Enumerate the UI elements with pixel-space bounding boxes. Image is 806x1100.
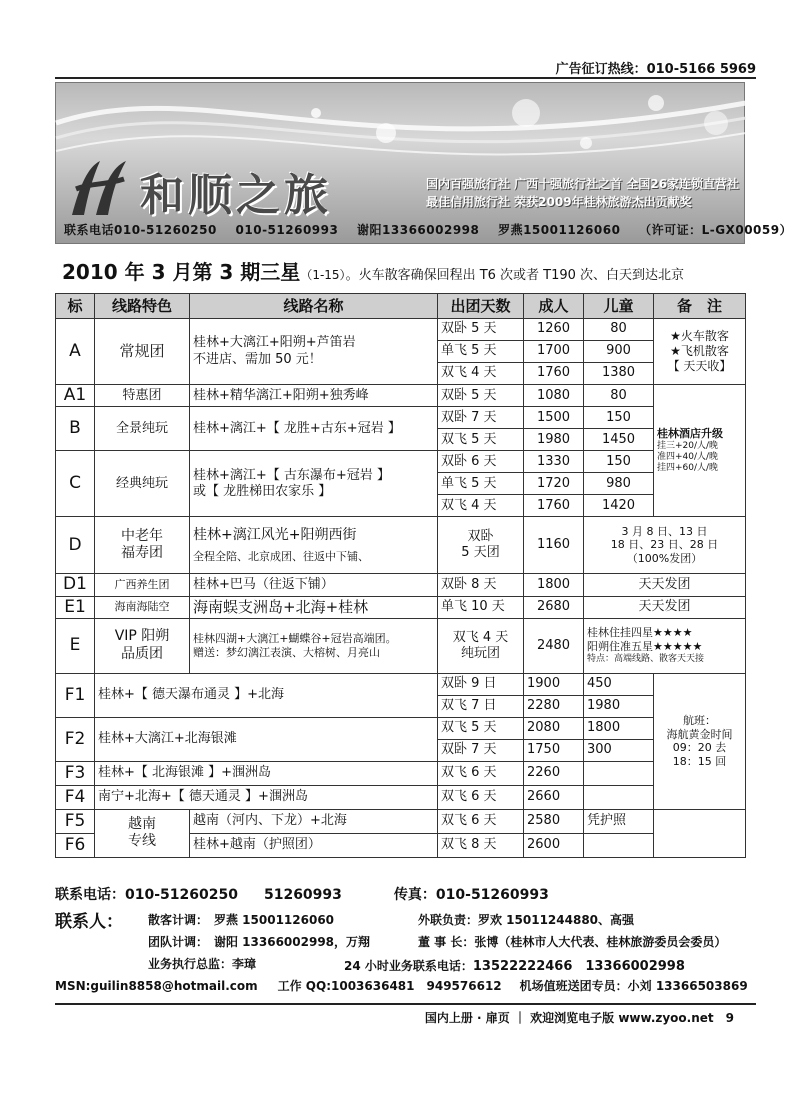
issue-note: 。火车散客确保回程出 T6 次或者 T190 次、白天到达北京 xyxy=(345,268,685,283)
route-code: D xyxy=(56,517,95,574)
route-code: D1 xyxy=(56,574,95,596)
adult-price: 2600 xyxy=(524,833,584,857)
route-feature xyxy=(95,618,190,673)
issue-range: （1-15） xyxy=(300,268,346,282)
adult-price: 1260 xyxy=(524,319,584,341)
child-price: 凭护照 xyxy=(584,809,654,833)
issue-line xyxy=(62,256,684,285)
route-feature: 经典纯玩 xyxy=(95,451,190,517)
note-cell: 天天发团 xyxy=(584,596,746,618)
route-code: F3 xyxy=(56,761,95,785)
adult-price: 1330 xyxy=(524,451,584,473)
banner-slogan-2: 最佳信用旅行社 荣获2009年桂林旅游杰出贡献奖 xyxy=(426,195,692,209)
route-line: 桂林+大漓江+阳朔+芦笛岩 xyxy=(193,335,356,351)
route-line: 桂林+漓江+【 古东瀑布+冠岩 】 xyxy=(193,467,390,483)
route-feature: 广西养生团 xyxy=(95,574,190,596)
adult-price: 1750 xyxy=(524,739,584,761)
route-feature xyxy=(95,809,190,857)
route-line: 或【 龙胜梯田农家乐 】 xyxy=(193,483,332,499)
adult-price: 1700 xyxy=(524,341,584,363)
adult-price: 1500 xyxy=(524,407,584,429)
route-name: 南宁+北海+【 德天通灵 】+涠洲岛 xyxy=(95,785,438,809)
contact-person: 散客计调： 罗燕 15001126060 xyxy=(148,913,335,927)
table-row xyxy=(56,319,746,341)
table-row xyxy=(56,761,746,785)
note-line: ★火车散客 xyxy=(670,329,729,343)
note-line: ★飞机散客 xyxy=(670,344,729,358)
child-price xyxy=(584,785,654,809)
days-cell: 单飞 5 天 xyxy=(438,473,524,495)
route-feature xyxy=(95,517,190,574)
days-cell: 双飞 6 天 xyxy=(438,761,524,785)
banner-contact xyxy=(64,221,806,238)
banner-contact-phone2: 010-51260993 xyxy=(235,223,339,237)
feature-line: 越南 xyxy=(128,815,156,832)
contact-phones xyxy=(55,884,745,904)
note-line: 准四+40/人/晚 xyxy=(657,451,719,462)
route-line: 全程全陪、北京成团、往返中下铺、 xyxy=(193,550,369,564)
feature-line: 专线 xyxy=(128,833,156,850)
route-feature: 特惠团 xyxy=(95,385,190,407)
child-price: 1420 xyxy=(584,495,654,517)
banner-license: （许可证：L-GX00059） xyxy=(639,223,793,237)
route-feature: 常规团 xyxy=(95,319,190,385)
days-cell: 双飞 8 天 xyxy=(438,833,524,857)
route-code: B xyxy=(56,407,95,451)
note-line: 桂林住挂四星★★★★ xyxy=(587,626,693,640)
hotel-upgrade-note xyxy=(654,385,746,517)
brand-name: 和顺之旅 xyxy=(140,170,332,221)
days-line: 5 天团 xyxy=(461,545,500,561)
table-row xyxy=(56,574,746,596)
route-name: 桂林+大漓江+北海银滩 xyxy=(95,717,438,761)
note-line: 航班： xyxy=(683,713,716,727)
child-price xyxy=(584,833,654,857)
route-code: F1 xyxy=(56,673,95,717)
fax-label: 传真： xyxy=(393,887,436,903)
route-code: F2 xyxy=(56,717,95,761)
days-line: 双飞 4 天 xyxy=(452,629,509,645)
days-cell: 双卧 5 天 xyxy=(438,319,524,341)
adult-price: 2080 xyxy=(524,717,584,739)
contact-person: 董 事 长：张博（桂林市人大代表、桂林旅游委员会委员） xyxy=(418,935,727,949)
banner-contact-phone1: 联系电话010-51260250 xyxy=(64,223,217,237)
note-line: 挂三+20/人/晚 xyxy=(657,440,719,451)
table-row xyxy=(56,809,746,833)
note-cell: 天天发团 xyxy=(584,574,746,596)
adult-price: 2660 xyxy=(524,785,584,809)
adult-price: 2480 xyxy=(524,618,584,673)
child-price: 1800 xyxy=(584,717,654,739)
col-header-days: 出团天数 xyxy=(438,294,524,319)
days-cell: 双飞 4 天 xyxy=(438,363,524,385)
route-line: 不进店、需加 50 元！ xyxy=(193,351,322,367)
adult-price: 1720 xyxy=(524,473,584,495)
contact-person: 业务执行总监：李璋 xyxy=(148,957,257,971)
note-line: 18 日、23 日、28 日 xyxy=(610,538,719,552)
adult-price: 1980 xyxy=(524,429,584,451)
table-row xyxy=(56,385,746,407)
child-price: 900 xyxy=(584,341,654,363)
days-cell: 双卧 6 天 xyxy=(438,451,524,473)
days-cell: 双飞 6 天 xyxy=(438,785,524,809)
table-header-row xyxy=(56,294,746,319)
route-name: 桂林+精华漓江+阳朔+独秀峰 xyxy=(190,385,438,407)
days-cell: 双飞 5 天 xyxy=(438,717,524,739)
note-line: 特点：高端线路、散客天天接 xyxy=(587,653,705,664)
col-header-child: 儿童 xyxy=(584,294,654,319)
days-cell: 单飞 5 天 xyxy=(438,341,524,363)
note-line: 3 月 8 日、13 日 xyxy=(621,524,708,538)
col-header-code: 标 xyxy=(56,294,95,319)
contact-person: 团队计调： 谢阳 13366002998，万翔 xyxy=(148,935,371,949)
col-header-adult: 成人 xyxy=(524,294,584,319)
col-header-note: 备 注 xyxy=(654,294,746,319)
child-price: 150 xyxy=(584,451,654,473)
days-cell: 双飞 4 天 xyxy=(438,495,524,517)
route-code: E1 xyxy=(56,596,95,618)
child-price: 80 xyxy=(584,319,654,341)
hotline-number: 13522222466 13366002998 xyxy=(472,959,685,974)
table-row xyxy=(56,785,746,809)
route-name xyxy=(190,618,438,673)
top-divider xyxy=(55,77,756,79)
table-row xyxy=(56,673,746,695)
page-footer: 国内上册 · 扉页 ｜ 欢迎浏览电子版 www.zyoo.net 9 xyxy=(424,1011,734,1025)
note-line: 阳朔住准五星★★★★★ xyxy=(587,640,703,654)
note-line: 挂四+60/人/晚 xyxy=(657,463,719,474)
msn-address: MSN:guilin8858@hotmail.com xyxy=(55,979,258,993)
adult-price: 1760 xyxy=(524,495,584,517)
adult-price: 2280 xyxy=(524,695,584,717)
child-price: 150 xyxy=(584,407,654,429)
note-cell xyxy=(654,319,746,385)
note-line: 09：20 去 xyxy=(672,741,727,755)
adult-price: 1080 xyxy=(524,385,584,407)
route-name xyxy=(190,451,438,517)
adult-price: 2680 xyxy=(524,596,584,618)
note-cell xyxy=(654,809,746,857)
route-name: 桂林+巴马（往返下铺） xyxy=(190,574,438,596)
banner-contact-luoyan: 罗燕15001126060 xyxy=(498,223,621,237)
route-code: A xyxy=(56,319,95,385)
airport-staff: 机场值班送团专员：小刘 13366503869 xyxy=(519,979,748,993)
table-row xyxy=(56,517,746,574)
route-name xyxy=(190,319,438,385)
issue-date: 2010 年 3 月第 3 期三星 xyxy=(62,260,301,284)
contact-people-label: 联系人： xyxy=(55,912,123,932)
child-price: 450 xyxy=(584,673,654,695)
child-price: 1980 xyxy=(584,695,654,717)
feature-line: 中老年 xyxy=(121,527,163,544)
child-price: 80 xyxy=(584,385,654,407)
fax-number: 010-51260993 xyxy=(435,887,549,903)
route-name: 桂林+漓江+【 龙胜+古东+冠岩 】 xyxy=(190,407,438,451)
child-price: 300 xyxy=(584,739,654,761)
route-code: F4 xyxy=(56,785,95,809)
route-name: 桂林+【 德天瀑布通灵 】+北海 xyxy=(95,673,438,717)
route-feature: 全景纯玩 xyxy=(95,407,190,451)
contact-person: 外联负责：罗欢 15011244880、高强 xyxy=(418,913,635,927)
note-line: 桂林酒店升级 xyxy=(657,426,723,440)
table-row xyxy=(56,717,746,739)
route-feature: 海南海陆空 xyxy=(95,596,190,618)
route-name: 桂林+【 北海银滩 】+涠洲岛 xyxy=(95,761,438,785)
note-line: 海航黄金时间 xyxy=(666,727,733,741)
child-price xyxy=(584,761,654,785)
ad-hotline: 广告征订热线：010-5166 5969 xyxy=(555,62,756,77)
col-header-feature: 线路特色 xyxy=(95,294,190,319)
child-price: 1450 xyxy=(584,429,654,451)
route-code: A1 xyxy=(56,385,95,407)
contact-online xyxy=(55,977,748,994)
work-qq: 工作 QQ:1003636481 949576612 xyxy=(277,979,502,993)
route-line: 赠送：梦幻漓江表演、大榕树、月亮山 xyxy=(193,645,380,659)
contact-hotline xyxy=(344,955,685,974)
flight-note xyxy=(654,673,746,809)
days-line: 双卧 xyxy=(467,529,494,544)
days-cell: 双卧 9 日 xyxy=(438,673,524,695)
phone-1: 010-51260250 xyxy=(125,887,238,903)
phone-2: 51260993 xyxy=(263,887,342,903)
adult-price: 2260 xyxy=(524,761,584,785)
route-code: E xyxy=(56,618,95,673)
note-line: 【 天天收】 xyxy=(667,359,732,373)
feature-line: 品质团 xyxy=(121,645,163,662)
table-row xyxy=(56,451,746,473)
route-code: C xyxy=(56,451,95,517)
note-line: （100%发团） xyxy=(626,552,703,566)
bottom-divider xyxy=(55,1003,756,1005)
route-name: 桂林+越南（护照团） xyxy=(190,833,438,857)
days-cell: 双飞 6 天 xyxy=(438,809,524,833)
days-cell: 双飞 5 天 xyxy=(438,429,524,451)
route-name xyxy=(190,517,438,574)
brand-logo-icon xyxy=(66,155,132,221)
days-line: 纯玩团 xyxy=(460,645,500,661)
adult-price: 1800 xyxy=(524,574,584,596)
note-cell xyxy=(584,618,746,673)
adult-price: 1900 xyxy=(524,673,584,695)
route-line: 桂林+漓江风光+阳朔西街 xyxy=(193,526,357,543)
route-code: F5 xyxy=(56,809,95,833)
table-row xyxy=(56,596,746,618)
departure-dates xyxy=(584,517,746,574)
days-cell: 单飞 10 天 xyxy=(438,596,524,618)
days-cell xyxy=(438,618,524,673)
child-price: 1380 xyxy=(584,363,654,385)
banner-contact-xieyang: 谢阳13366002998 xyxy=(357,223,480,237)
feature-line: VIP 阳朔 xyxy=(114,628,170,645)
child-price: 980 xyxy=(584,473,654,495)
route-code: F6 xyxy=(56,833,95,857)
hotline-label: 24 小时业务联系电话： xyxy=(344,959,473,973)
table-row xyxy=(56,618,746,673)
banner-slogan-1: 国内百强旅行社 广西十强旅行社之首 全国26家连锁直营社 xyxy=(426,177,740,191)
days-cell: 双卧 7 天 xyxy=(438,739,524,761)
route-name: 越南（河内、下龙）+北海 xyxy=(190,809,438,833)
note-line: 18：15 回 xyxy=(672,755,727,768)
route-line: 桂林四湖+大漓江+蝴蝶谷+冠岩高端团。 xyxy=(193,632,397,645)
feature-line: 福寿团 xyxy=(121,545,163,562)
adult-price: 1160 xyxy=(524,517,584,574)
route-name: 海南蜈支洲岛+北海+桂林 xyxy=(190,596,438,618)
route-price-table xyxy=(55,293,746,858)
col-header-route: 线路名称 xyxy=(190,294,438,319)
phone-label: 联系电话： xyxy=(55,887,125,903)
days-cell xyxy=(438,517,524,574)
adult-price: 2580 xyxy=(524,809,584,833)
table-row xyxy=(56,407,746,429)
days-cell: 双卧 5 天 xyxy=(438,385,524,407)
adult-price: 1760 xyxy=(524,363,584,385)
days-cell: 双卧 7 天 xyxy=(438,407,524,429)
banner xyxy=(55,82,793,244)
days-cell: 双卧 8 天 xyxy=(438,574,524,596)
days-cell: 双飞 7 日 xyxy=(438,695,524,717)
